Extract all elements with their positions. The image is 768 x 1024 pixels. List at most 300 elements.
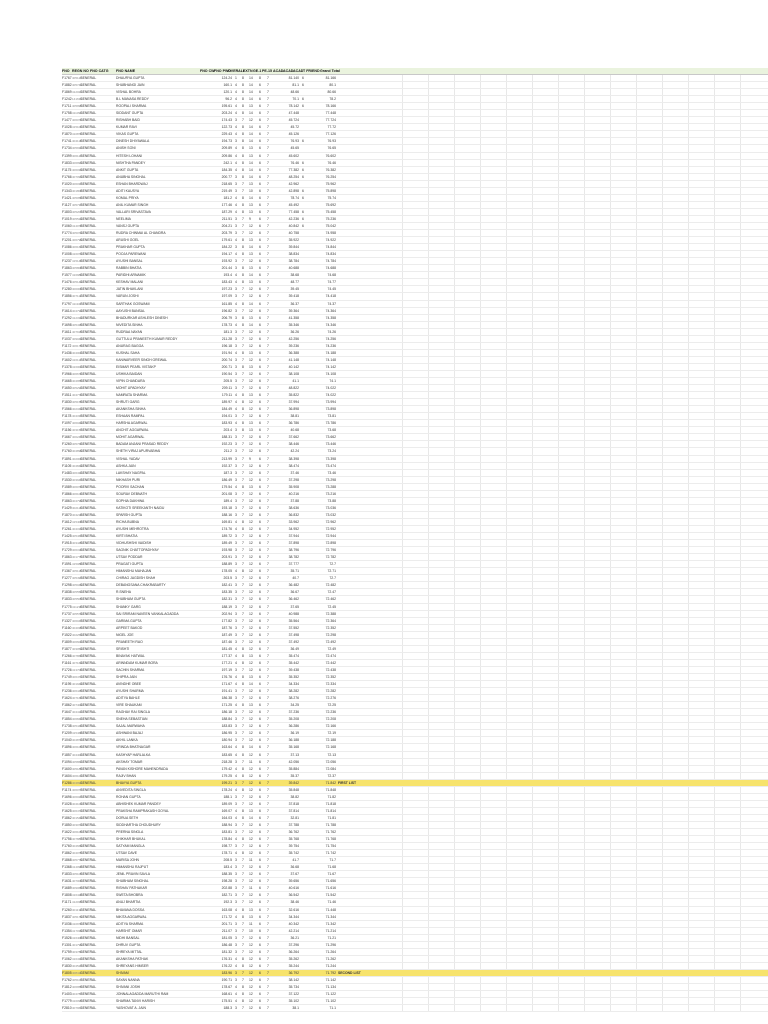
table-row[interactable] [62, 625, 768, 632]
table-row[interactable] [62, 871, 768, 878]
table-row[interactable] [62, 695, 768, 702]
cell-score-5: 7 [267, 484, 269, 489]
cell-score-1: 3 [235, 597, 237, 602]
header-fno[interactable]: FNO [62, 69, 70, 73]
header-regn-no[interactable]: REGN NO [72, 69, 89, 73]
cell-regn-no: 406027 [72, 794, 83, 799]
table-row[interactable] [62, 145, 768, 152]
table-row[interactable] [62, 737, 768, 744]
cell-regn-no: 405497 [72, 576, 83, 581]
cell-score-4: 6 [259, 1006, 261, 1011]
cell-regn-no: 401808 [72, 188, 83, 193]
table-row[interactable] [62, 322, 768, 329]
cell-score-4: 6 [259, 548, 261, 553]
header-catg[interactable]: FNO CATG [90, 69, 109, 73]
cell-weighted: 40.68 [290, 428, 299, 433]
cell-score-3: 12 [249, 597, 253, 602]
table-row[interactable] [62, 639, 768, 646]
table-row[interactable] [62, 413, 768, 420]
cell-name: SWETA BHOBRA [116, 893, 143, 898]
cell-extra: 6 [302, 160, 304, 165]
cell-score-4: 6 [259, 519, 261, 524]
cell-fno: F1741 [62, 139, 72, 144]
table-row[interactable] [62, 75, 768, 82]
header-pwd[interactable]: FNO PWD [214, 69, 231, 73]
cell-fno: F1896 [62, 745, 72, 750]
table-row[interactable] [62, 265, 768, 272]
cell-score-5: 7 [267, 597, 269, 602]
table-row[interactable] [62, 899, 768, 906]
table-row[interactable] [62, 843, 768, 850]
table-row[interactable] [62, 272, 768, 279]
table-row[interactable] [62, 667, 768, 674]
cell-score-5: 7 [267, 985, 269, 990]
cell-score-4: 6 [259, 985, 261, 990]
table-row[interactable] [62, 420, 768, 427]
cell-category: GENERAL [80, 294, 97, 299]
cell-grand-total: 73.46 [327, 470, 336, 475]
table-row[interactable] [62, 216, 768, 223]
cell-category: GENERAL [80, 717, 97, 722]
table-row[interactable] [62, 653, 768, 660]
cell-weighted: 38.276 [288, 696, 299, 701]
cell-score-2: 8 [242, 139, 244, 144]
cell-score-1: 3 [235, 245, 237, 250]
table-row[interactable] [62, 251, 768, 258]
table-row[interactable] [62, 406, 768, 413]
table-row[interactable] [62, 392, 768, 399]
table-row[interactable] [62, 914, 768, 921]
cell-score-5: 7 [267, 477, 269, 482]
cell-score-5: 7 [267, 223, 269, 228]
cell-overall: 197.23 [221, 287, 232, 292]
table-row[interactable] [62, 688, 768, 695]
cell-category: GENERAL [80, 921, 97, 926]
table-row[interactable] [62, 456, 768, 463]
cell-score-2: 7 [242, 604, 244, 609]
table-row[interactable] [62, 681, 768, 688]
table-row[interactable] [62, 202, 768, 209]
table-row[interactable] [62, 117, 768, 124]
table-row[interactable] [62, 364, 768, 371]
table-row[interactable] [62, 167, 768, 174]
cell-score-1: 4 [235, 393, 237, 398]
cell-score-3: 13 [249, 181, 253, 186]
table-row[interactable] [62, 89, 768, 96]
table-row[interactable] [62, 491, 768, 498]
table-row[interactable] [62, 744, 768, 751]
cell-score-2: 7 [242, 1006, 244, 1011]
cell-weighted: 37.88 [290, 498, 299, 503]
table-row[interactable] [62, 942, 768, 949]
cell-score-4: 6 [259, 611, 261, 616]
table-row[interactable] [62, 766, 768, 773]
table-row[interactable] [62, 237, 768, 244]
table-row[interactable] [62, 470, 768, 477]
table-row[interactable] [62, 702, 768, 709]
cell-score-3: 13 [249, 393, 253, 398]
cell-grand-total: 76.602 [325, 153, 336, 158]
cell-name: HIMANSHU MAHAJAN [116, 569, 152, 574]
cell-remark: SECOND LIST [338, 970, 361, 975]
cell-score-4: 6 [259, 837, 261, 842]
table-row[interactable] [62, 258, 768, 265]
cell-score-2: 7 [242, 639, 244, 644]
table-row[interactable] [62, 505, 768, 512]
cell-score-3: 13 [249, 484, 253, 489]
cell-score-2: 7 [242, 611, 244, 616]
cell-score-4: 6 [259, 773, 261, 778]
cell-grand-total: 72.364 [325, 618, 336, 623]
cell-score-3: 9 [249, 216, 251, 221]
cell-score-4: 6 [259, 195, 261, 200]
cell-weighted: 37.552 [288, 625, 299, 630]
cell-regn-no: 415146 [72, 259, 83, 264]
cell-grand-total: 71.542 [325, 893, 336, 898]
cell-category: GENERAL [80, 343, 97, 348]
table-row[interactable] [62, 399, 768, 406]
cell-weighted: 33.962 [288, 519, 299, 524]
table-row[interactable] [62, 998, 768, 1005]
table-row[interactable] [62, 878, 768, 885]
table-row[interactable] [62, 96, 768, 103]
cell-fno: F1019 [62, 216, 72, 221]
cell-score-3: 12 [249, 780, 253, 785]
table-row[interactable] [62, 582, 768, 589]
table-row[interactable] [62, 730, 768, 737]
table-row[interactable] [62, 357, 768, 364]
table-row[interactable] [62, 315, 768, 322]
table-row[interactable] [62, 350, 768, 357]
table-row[interactable] [62, 540, 768, 547]
cell-category: GENERAL [80, 696, 97, 701]
cell-weighted: 34.344 [288, 914, 299, 919]
cell-score-5: 7 [267, 364, 269, 369]
cell-overall: 178.71 [221, 851, 232, 856]
table-row[interactable] [62, 568, 768, 575]
header-name[interactable]: FNO NAME [116, 69, 136, 73]
table-row[interactable] [62, 512, 768, 519]
table-row[interactable] [62, 561, 768, 568]
cell-extra: 6 [302, 195, 304, 200]
cell-weighted: 35.884 [288, 766, 299, 771]
cell-regn-no: 404337 [72, 414, 83, 419]
cell-overall: 203.24 [221, 111, 232, 116]
cell-name: SOURAV DEBNATH [116, 491, 147, 496]
table-row[interactable] [62, 427, 768, 434]
table-row[interactable] [62, 991, 768, 998]
cell-overall: 177.46 [221, 202, 232, 207]
cell-regn-no: 401944 [72, 682, 83, 687]
table-row[interactable] [62, 632, 768, 639]
table-row[interactable] [62, 526, 768, 533]
table-row[interactable] [62, 575, 768, 582]
table-row[interactable] [62, 308, 768, 315]
cell-weighted: 39.45 [290, 287, 299, 292]
cell-score-3: 12 [249, 379, 253, 384]
cell-score-2: 7 [242, 188, 244, 193]
cell-fno: F1775 [62, 604, 72, 609]
table-row[interactable] [62, 519, 768, 526]
table-row[interactable] [62, 385, 768, 392]
cell-score-5: 7 [267, 830, 269, 835]
cell-score-3: 13 [249, 421, 253, 426]
cell-score-5: 7 [267, 294, 269, 299]
cell-weighted: 42.898 [288, 188, 299, 193]
cell-score-1: 3 [235, 794, 237, 799]
table-row[interactable] [62, 279, 768, 286]
cell-score-3: 12 [249, 287, 253, 292]
cell-regn-no: 415100 [72, 125, 83, 130]
table-row[interactable] [62, 131, 768, 138]
cell-grand-total: 72.282 [325, 689, 336, 694]
table-row[interactable] [62, 230, 768, 237]
table-row[interactable] [62, 441, 768, 448]
table-row[interactable] [62, 850, 768, 857]
cell-score-4: 6 [259, 893, 261, 898]
cell-score-4: 6 [259, 456, 261, 461]
cell-grand-total: 72.442 [325, 660, 336, 665]
header-extn[interactable]: EXTN [243, 69, 253, 73]
cell-weighted: 37.788 [288, 822, 299, 827]
table-row[interactable] [62, 103, 768, 110]
table-row[interactable] [62, 829, 768, 836]
table-row[interactable] [62, 371, 768, 378]
table-row[interactable] [62, 244, 768, 251]
table-row[interactable] [62, 956, 768, 963]
cell-score-4: 6 [259, 273, 261, 278]
table-row[interactable] [62, 448, 768, 455]
cell-grand-total: 71.754 [325, 844, 336, 849]
table-row[interactable] [62, 153, 768, 160]
cell-score-3: 12 [249, 435, 253, 440]
table-row[interactable] [62, 660, 768, 667]
table-row[interactable] [62, 977, 768, 984]
cell-weighted: 41.148 [288, 357, 299, 362]
cell-score-2: 8 [242, 146, 244, 151]
table-row[interactable] [62, 759, 768, 766]
cell-score-4: 6 [259, 541, 261, 546]
header-cw[interactable]: FNO CW [200, 69, 215, 73]
table-row[interactable] [62, 716, 768, 723]
table-row[interactable] [62, 836, 768, 843]
table-row[interactable] [62, 434, 768, 441]
cell-category: GENERAL [80, 759, 97, 764]
cell-score-5: 7 [267, 562, 269, 567]
table-row[interactable] [62, 949, 768, 956]
table-row[interactable] [62, 138, 768, 145]
cell-score-3: 13 [249, 350, 253, 355]
cell-score-2: 7 [242, 512, 244, 517]
table-row[interactable] [62, 611, 768, 618]
cell-score-3: 13 [249, 104, 253, 109]
cell-score-5: 7 [267, 583, 269, 588]
table-row[interactable] [62, 286, 768, 293]
cell-category: GENERAL [80, 414, 97, 419]
table-row[interactable] [62, 907, 768, 914]
cell-score-3: 12 [249, 985, 253, 990]
cell-score-2: 8 [242, 160, 244, 165]
cell-name: RAJIV BHAN [116, 773, 136, 778]
cell-score-4: 6 [259, 442, 261, 447]
table-row[interactable] [62, 885, 768, 892]
table-row[interactable] [62, 293, 768, 300]
table-row[interactable] [62, 963, 768, 970]
table-row[interactable] [62, 674, 768, 681]
cell-score-2: 7 [242, 505, 244, 510]
header-ge1[interactable]: GE-1 [253, 69, 262, 73]
cell-score-4: 6 [259, 407, 261, 412]
cell-category: GENERAL [80, 597, 97, 602]
cell-overall: 184.35 [221, 167, 232, 172]
table-row[interactable] [62, 195, 768, 202]
table-row[interactable] [62, 110, 768, 117]
cell-weighted: 37.994 [288, 400, 299, 405]
table-row[interactable] [62, 547, 768, 554]
table-row[interactable] [62, 498, 768, 505]
cell-score-1: 3 [235, 266, 237, 271]
cell-score-1: 4 [235, 484, 237, 489]
cell-fno: F1343 [62, 188, 72, 193]
table-row[interactable] [62, 752, 768, 759]
cell-weighted: 37.944 [288, 534, 299, 539]
cell-category: GENERAL [80, 357, 97, 362]
cell-score-2: 8 [242, 682, 244, 687]
cell-score-3: 12 [249, 625, 253, 630]
table-row[interactable] [62, 343, 768, 350]
header-overall[interactable]: OVERALL [228, 69, 246, 73]
table-row[interactable] [62, 822, 768, 829]
table-row-highlighted[interactable] [62, 780, 768, 787]
cell-score-3: 12 [249, 844, 253, 849]
cell-score-2: 7 [242, 555, 244, 560]
cell-overall: 179.61 [221, 238, 232, 243]
cell-name: MARISA JOHN [116, 858, 139, 863]
cell-weighted: 38.1 [292, 1006, 299, 1011]
cell-weighted: 35.742 [288, 851, 299, 856]
table-row[interactable] [62, 864, 768, 871]
table-row[interactable] [62, 160, 768, 167]
table-row[interactable] [62, 1005, 768, 1012]
cell-grand-total: 71.296 [325, 942, 336, 947]
cell-score-4: 6 [259, 350, 261, 355]
header-pe15[interactable]: PE-15 [262, 69, 272, 73]
cell-name: ANCHIT AGGARWAL [116, 428, 149, 433]
table-row[interactable] [62, 484, 768, 491]
table-row[interactable] [62, 124, 768, 131]
header-acad-2[interactable]: ACAD [283, 69, 294, 73]
table-row[interactable] [62, 723, 768, 730]
cell-category: GENERAL [80, 273, 97, 278]
cell-name: ANURAG BAGGA [116, 343, 144, 348]
cell-score-1: 3 [235, 315, 237, 320]
table-row[interactable] [62, 596, 768, 603]
table-row[interactable] [62, 794, 768, 801]
cell-score-5: 7 [267, 308, 269, 313]
cell-regn-no: 405105 [72, 872, 83, 877]
cell-score-2: 8 [242, 999, 244, 1004]
table-row[interactable] [62, 174, 768, 181]
cell-score-5: 7 [267, 914, 269, 919]
cell-regn-no: 402000 [72, 456, 83, 461]
cell-name: SACHIN SHARMA [116, 667, 145, 672]
header-grand-total[interactable]: Grand Total [320, 69, 340, 73]
cell-category: GENERAL [80, 435, 97, 440]
cell-score-5: 7 [267, 336, 269, 341]
table-row-highlighted[interactable] [62, 970, 768, 977]
table-row[interactable] [62, 223, 768, 230]
table-row[interactable] [62, 984, 768, 991]
table-row[interactable] [62, 554, 768, 561]
cell-score-5: 7 [267, 90, 269, 95]
table-row[interactable] [62, 773, 768, 780]
table-row[interactable] [62, 329, 768, 336]
cell-name: ADITI KAUSYA [116, 188, 140, 193]
cell-fno: F1354 [62, 928, 72, 933]
cell-score-4: 6 [259, 731, 261, 736]
cell-overall: 201.08 [221, 491, 232, 496]
cell-name: JONNALAGADDA MARUTHI RAM [116, 992, 169, 997]
table-row[interactable] [62, 589, 768, 596]
cell-grand-total: 74.37 [327, 301, 336, 306]
cell-name: NIDHI BANSAL [116, 935, 140, 940]
table-row[interactable] [62, 378, 768, 385]
table-row[interactable] [62, 618, 768, 625]
header-acad-1[interactable]: ACAD [273, 69, 284, 73]
table-row[interactable] [62, 935, 768, 942]
header-friend[interactable]: T FRIEND [303, 69, 320, 73]
cell-score-5: 7 [267, 851, 269, 856]
cell-score-5: 7 [267, 371, 269, 376]
table-row[interactable] [62, 646, 768, 653]
cell-grand-total: 72.388 [325, 611, 336, 616]
table-row[interactable] [62, 477, 768, 484]
cell-score-5: 7 [267, 956, 269, 961]
table-row[interactable] [62, 808, 768, 815]
table-row[interactable] [62, 787, 768, 794]
table-row[interactable] [62, 82, 768, 89]
cell-score-3: 13 [249, 674, 253, 679]
cell-name: SHIKHAR BHUKAL [116, 837, 146, 842]
table-row[interactable] [62, 336, 768, 343]
table-row[interactable] [62, 801, 768, 808]
table-row[interactable] [62, 533, 768, 540]
header-acad-3[interactable]: ACAD [293, 69, 304, 73]
table-row[interactable] [62, 181, 768, 188]
table-row[interactable] [62, 928, 768, 935]
table-row[interactable] [62, 604, 768, 611]
table-row[interactable] [62, 209, 768, 216]
cell-weighted: 37.67 [290, 872, 299, 877]
cell-score-3: 12 [249, 357, 253, 362]
cell-score-4: 6 [259, 470, 261, 475]
table-row[interactable] [62, 463, 768, 470]
table-row[interactable] [62, 921, 768, 928]
cell-regn-no: 404844 [72, 463, 83, 468]
table-row[interactable] [62, 301, 768, 308]
table-row[interactable] [62, 892, 768, 899]
cell-weighted: 35.244 [288, 963, 299, 968]
cell-name: USHIKA BAIDAN [116, 371, 143, 376]
table-row[interactable] [62, 188, 768, 195]
cell-score-1: 4 [235, 914, 237, 919]
table-row[interactable] [62, 857, 768, 864]
cell-fno: F1094 [62, 759, 72, 764]
table-row[interactable] [62, 815, 768, 822]
table-row[interactable] [62, 709, 768, 716]
cell-extra: 6 [302, 76, 304, 80]
cell-score-3: 12 [249, 223, 253, 228]
